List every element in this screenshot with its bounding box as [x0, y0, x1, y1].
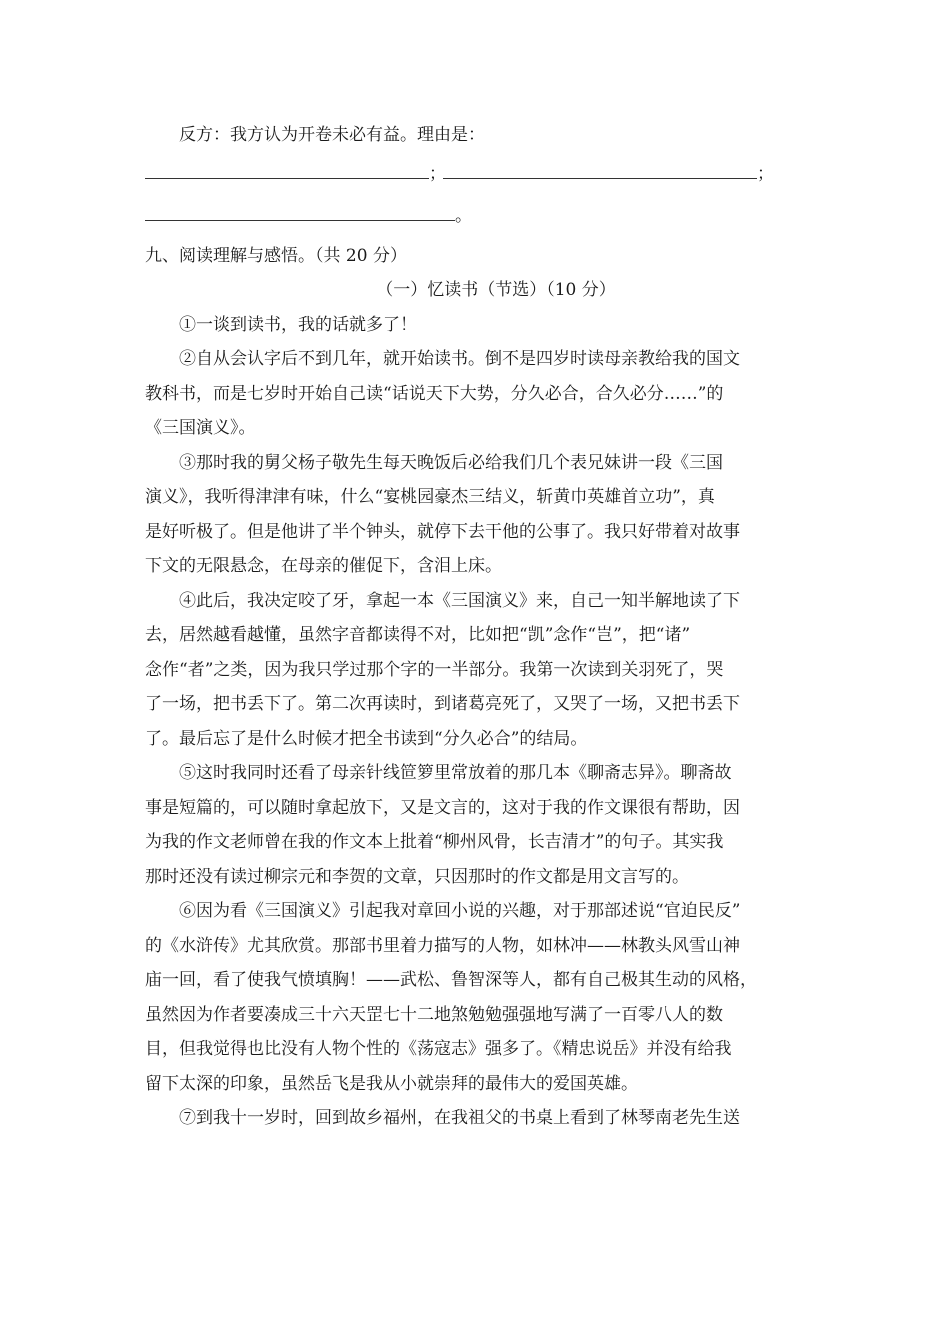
paragraph-1: [145, 308, 807, 343]
paragraph-line: ⑥因为看《三国演义》引起我对章回小说的兴趣，对于那部述说“官迫民反”: [179, 901, 741, 921]
answer-blank-2[interactable]: [443, 160, 757, 179]
paragraph-line: 了一场，把书丢下了。第二次再读时，到诸葛亮死了，又哭了一场，又把书丢下: [145, 694, 740, 714]
paragraph-line: 去，居然越看越懂，虽然字音都读得不对，比如把“凯”念作“岂”，把“诸”: [145, 625, 691, 645]
paragraph-7: [145, 1101, 807, 1136]
paragraph-line: 念作“者”之类，因为我只学过那个字的一半部分。我第一次读到关羽死了，哭: [145, 659, 724, 680]
paragraph-line: 为我的作文老师曾在我的作文本上批着“柳州风骨，长吉清才”的句子。其实我: [145, 832, 724, 852]
paragraph-line: ⑦到我十一岁时，回到故乡福州，在我祖父的书桌上看到了林琴南老先生送: [179, 1108, 740, 1128]
section-heading: 九、阅读理解与感悟。（共 20 分）: [145, 245, 407, 266]
answer-blank-3[interactable]: [145, 202, 455, 221]
paragraph-line: ③那时我的舅父杨子敬先生每天晚饭后必给我们几个表兄妹讲一段《三国: [179, 452, 723, 473]
answer-row-2: [145, 195, 807, 237]
reading-subtitle: （一）忆读书（节选）（10 分）: [376, 280, 616, 300]
paragraph-line: 下文的无限悬念，在母亲的催促下，含泪上床。: [145, 556, 502, 576]
paragraph-line: ④此后，我决定咬了牙，拿起一本《三国演义》来，自己一知半解地读了下: [179, 590, 740, 611]
paragraph-5: [145, 756, 807, 894]
paragraph-line: 是好听极了。但是他讲了半个钟头，就停下去干他的公事了。我只好带着对故事: [145, 521, 740, 542]
paragraph-4: [145, 584, 807, 757]
passage: [145, 308, 807, 1136]
paragraph-line: 庙一回，看了使我气愤填胸！——武松、鲁智深等人，都有自己极其生动的风格，: [145, 970, 757, 990]
answer-row-1: [145, 153, 807, 195]
separator: ；: [429, 163, 446, 184]
end-mark: 。: [455, 205, 472, 226]
paragraph-line: 虽然因为作者要凑成三十六天罡七十二地煞勉勉强强地写满了一百零八人的数: [145, 1004, 723, 1025]
paragraph-line: 演义》，我听得津津有味，什么“宴桃园豪杰三结义，斩黄巾英雄首立功”，真: [145, 487, 715, 507]
answer-blank-1[interactable]: [145, 160, 429, 179]
paragraph-line: ⑤这时我同时还看了母亲针线笸箩里常放着的那几本《聊斋志异》。聊斋故: [179, 763, 732, 783]
separator: ；: [757, 163, 774, 184]
paragraph-line: 目，但我觉得也比没有人物个性的《荡寇志》强多了。《精忠说岳》并没有给我: [145, 1039, 732, 1059]
paragraph-line: 《三国演义》。: [145, 418, 256, 438]
paragraph-line: 的《水浒传》尤其欣赏。那部书里着力描写的人物，如林冲——林教头风雪山神: [145, 935, 740, 956]
opponent-statement: 反方：我方认为开卷未必有益。理由是：: [179, 125, 485, 145]
paragraph-line: 留下太深的印象，虽然岳飞是我从小就崇拜的最伟大的爱国英雄。: [145, 1073, 638, 1094]
document-page: [145, 118, 807, 1136]
paragraph-line: ①一谈到读书，我的话就多了！: [179, 314, 417, 335]
paragraph-line: 那时还没有读过柳宗元和李贺的文章，只因那时的作文都是用文言写的。: [145, 866, 689, 887]
paragraph-line: 了。最后忘了是什么时候才把全书读到“分久必合”的结局。: [145, 728, 588, 749]
paragraph-line: 事是短篇的，可以随时拿起放下，又是文言的，这对于我的作文课很有帮助，因: [145, 797, 740, 818]
paragraph-line: 教科书，而是七岁时开始自己读“话说天下大势，分久必合，合久必分……”的: [145, 383, 724, 404]
paragraph-2: [145, 342, 807, 446]
paragraph-3: [145, 446, 807, 584]
paragraph-6: [145, 894, 807, 1101]
paragraph-line: ②自从会认字后不到几年，就开始读书。倒不是四岁时读母亲教给我的国文: [179, 349, 740, 369]
